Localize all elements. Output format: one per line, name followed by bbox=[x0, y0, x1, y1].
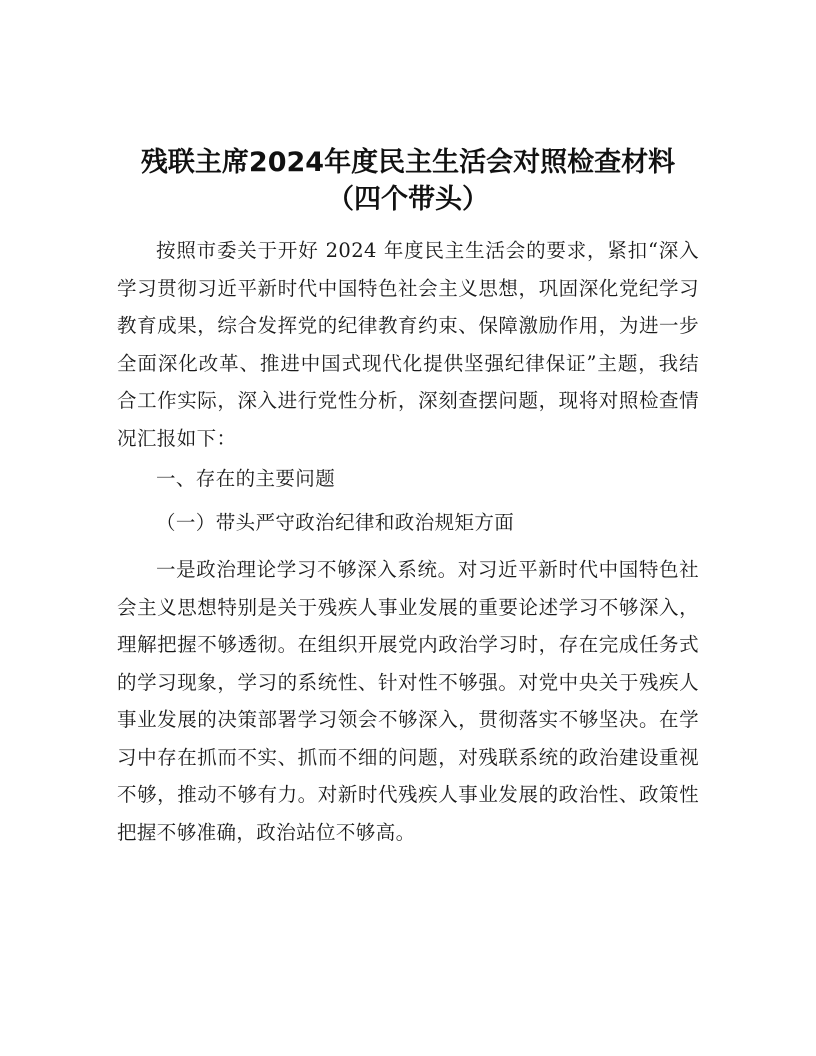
document-title: 残联主席2024年度民主生活会对照检查材料 bbox=[140, 147, 676, 178]
intro-paragraph: 按照市委关于开好 2024 年度民主生活会的要求，紧扣“深入学习贯彻习近平新时代中国特色社会主义思想，巩固深化党纪学习教育成果，综合发挥党的纪律教育约束、保障激励作用，为进一步全面深化改革、推进中国式现代化提供坚强纪律保证”主题，我结合工作实际，深入进行党性分析，深刻查摆问题，现将对照检查情况汇报如下： bbox=[117, 239, 699, 450]
document-subtitle: （四个带头） bbox=[327, 184, 489, 215]
subsection-heading: （一）带头严守政治纪律和政治规矩方面 bbox=[156, 511, 515, 534]
body-paragraph: 一是政治理论学习不够深入系统。对习近平新时代中国特色社会主义思想特别是关于残疾人事业发展的重要论述学习不够深入，理解把握不够透彻。在组织开展党内政治学习时，存在完成任务式的学习现象，学习的系统性、针对性不够强。对党中央关于残疾人事业发展的决策部署学习领会不够深入，贯彻落实不够坚决。在学习中存在抓而不实、抓而不细的问题，对残联系统的政治建设重视不够，推动不够有力。对新时代残疾人事业发展的政治性、政策性把握不够准确，政治站位不够高。 bbox=[117, 558, 699, 844]
section-heading: 一、存在的主要问题 bbox=[156, 467, 336, 490]
